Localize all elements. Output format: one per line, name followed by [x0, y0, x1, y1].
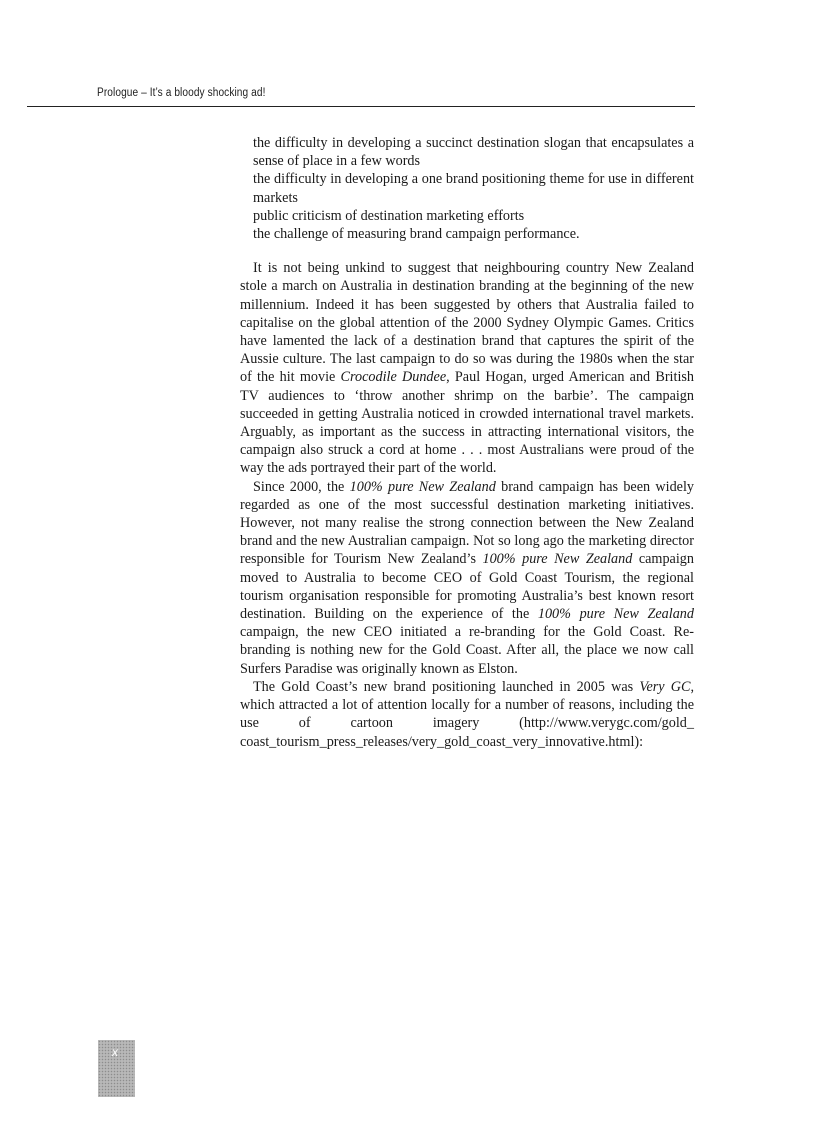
paragraph-text: The Gold Coast’s new brand positioning launched in 2005 was [253, 678, 640, 695]
page-number-tab [98, 1040, 135, 1097]
paragraph-text: campaign, the new CEO initiated a re-branding for the Gold Coast. Re-branding is nothing new for the Gold Coast. After all, the place we now call Surfers Paradise was originally known as Elston. [240, 624, 694, 677]
paragraph-text: campaign moved to Australia to become CEO of Gold Coast Tourism, the regional tourism organisation responsible for promoting Australia’s best known resort destination. Building on the experience of the [240, 551, 694, 623]
page-number: x [112, 1045, 118, 1059]
slogan: Very GC [639, 678, 691, 695]
list-item: the difficulty in developing a one brand positioning theme for use in different markets [253, 171, 694, 206]
list-item: public criticism of destination marketing efforts [253, 207, 525, 224]
brand-name: 100% pure New Zealand [482, 551, 633, 568]
list-item: the challenge of measuring brand campaign performance. [253, 226, 580, 243]
movie-title: Crocodile Dundee [340, 369, 447, 386]
brand-name: 100% pure New Zealand [349, 478, 496, 495]
body-text [240, 134, 694, 751]
header-rule [27, 106, 695, 107]
paragraph-text: It is not being unkind to suggest that neighbouring country New Zealand stole a march on Australia in destination branding at the beginning of the new millennium. Indeed it has been suggested by others that Australia failed to capitalise on the global attention of the 2000 Sydney Olympic Games. Critics have lamented the lack of a destination brand that captures the spirit of the Aussie culture. The last campaign to do so was during the 1980s when the star of the hit movie [240, 260, 694, 386]
paragraph-text: , which attracted a lot of attention locally for a number of reasons, including the use of cartoon imagery (http://www.verygc.com/gold_ coast_tourism_press_releases/very_gold_coast_very_innovative.html): [240, 678, 695, 750]
running-head: Prologue – It’s a bloody shocking ad! [97, 87, 266, 99]
paragraph-text: brand campaign has been widely regarded as one of the most successful destination marketing initiatives. However, not many realise the strong connection between the New Zealand brand and the new Australian campaign. Not so long ago the marketing director responsible for Tourism New Zealand’s [240, 478, 695, 568]
bullet-list [240, 134, 694, 243]
paragraph-1 [240, 259, 694, 477]
list-item: the difficulty in developing a succinct destination slogan that encapsulates a sense of place in a few words [253, 135, 694, 170]
paragraph-text: Since 2000, the [253, 478, 350, 495]
paragraph-2 [240, 478, 694, 678]
paragraph-3 [240, 678, 694, 751]
paragraph-text: , Paul Hogan, urged American and British TV audiences to ‘throw another shrimp on the barbie’. The campaign succeeded in getting Australia noticed in crowded international travel markets. Arguably, as important as the success in attracting international visitors, the campaign also struck a cord at home . . . most Australians were proud of the way the ads portrayed their part of the world. [240, 369, 694, 477]
brand-name: 100% pure New Zealand [537, 606, 694, 623]
